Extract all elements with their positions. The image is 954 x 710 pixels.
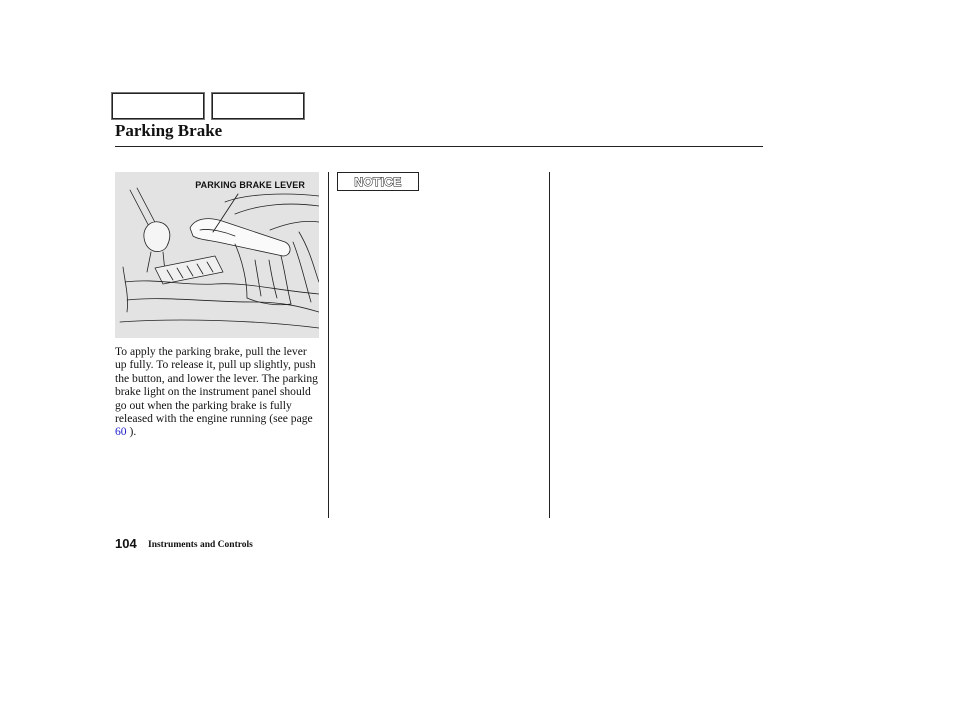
notice-badge — [337, 172, 419, 191]
column-divider-left — [328, 172, 329, 518]
figure-callout-label: PARKING BRAKE LEVER — [195, 180, 305, 190]
nav-main-menu-button[interactable] — [112, 93, 204, 119]
instruction-text-end: ). — [126, 425, 137, 439]
parking-brake-illustration — [115, 172, 319, 338]
parking-brake-drawing — [115, 172, 319, 338]
column-divider-right — [549, 172, 550, 518]
page-title: Parking Brake — [115, 121, 223, 140]
nav-index-button[interactable] — [212, 93, 304, 119]
instruction-paragraph — [115, 345, 321, 439]
page-reference-link[interactable]: 60 — [115, 425, 127, 439]
title-divider — [115, 146, 763, 147]
instruction-text: To apply the parking brake, pull the lever up fully. To release it, pull up slightly, push the button, and lower the lever. The parking brake light on the instrument panel should go out when the parking brake is fully released with the engine running (see page — [115, 345, 318, 426]
page-number: 104 — [115, 536, 137, 551]
section-name: Instruments and Controls — [148, 540, 253, 550]
notice-label: NOTICE — [354, 174, 402, 189]
